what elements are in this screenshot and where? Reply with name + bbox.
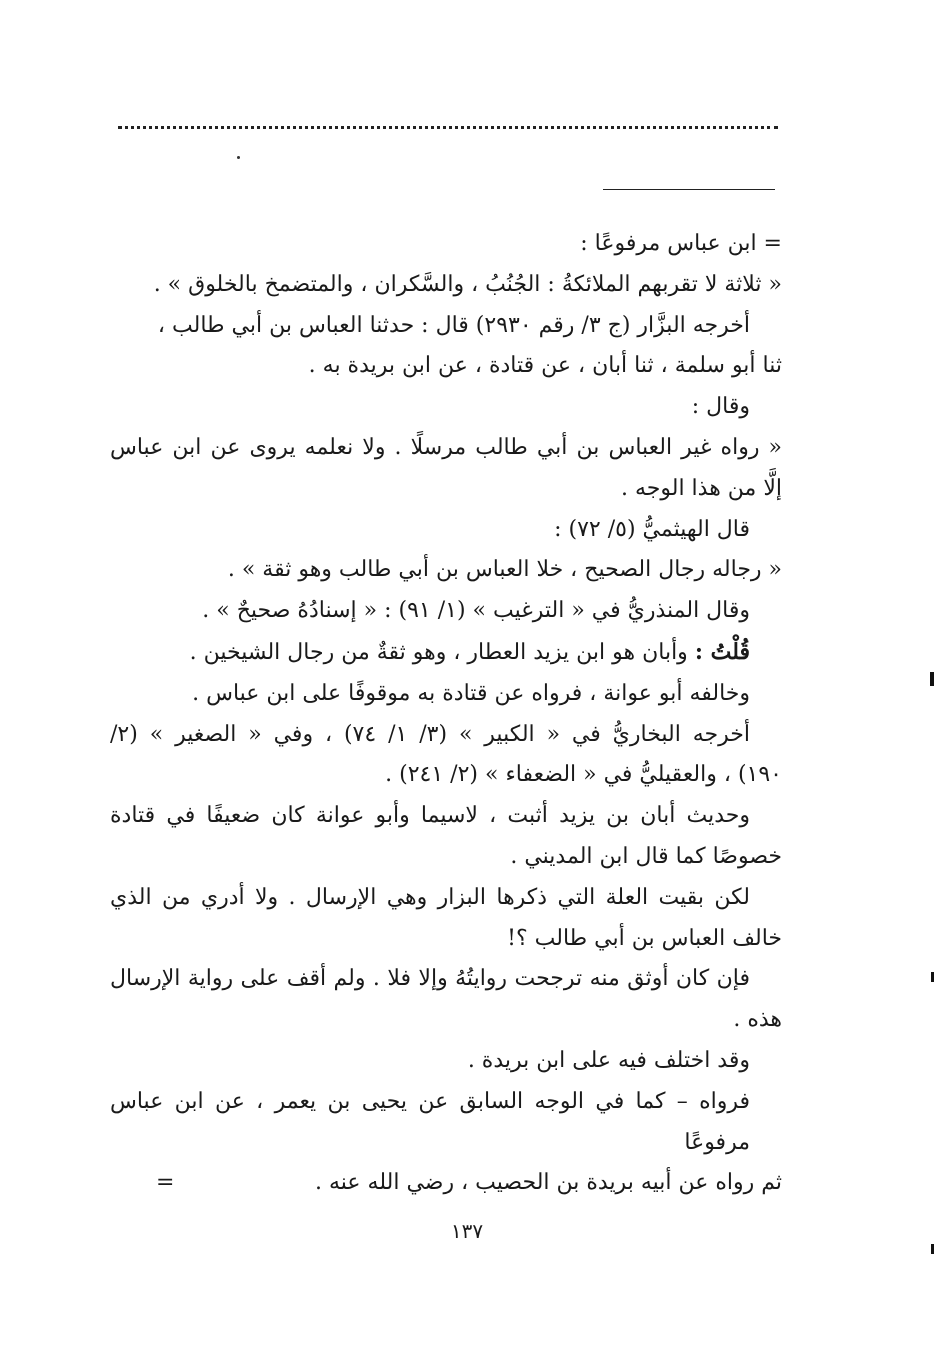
text-line: أخرجه البزَّار (ج ٣/ رقم ٢٩٣٠) قال : حدثنا العباس بن أبي طالب ، [157, 312, 750, 338]
text-line: وخالفه أبو عوانة ، فرواه عن قتادة به موقوفًا على ابن عباس . [192, 680, 750, 706]
text-line [110, 1163, 782, 1204]
text-line [110, 632, 782, 674]
text-line: فإن كان أوثق منه ترجحت روايتُهُ وإلا فلا . ولم أقف على رواية الإرسال [110, 966, 750, 992]
text-line: لكن بقيت العلة التي ذكرها البزار وهي الإرسال . ولا أدري من الذي [110, 884, 750, 910]
text-line: خصوصًا كما قال ابن المديني . [510, 843, 782, 869]
scan-edge-mark [930, 672, 934, 686]
text-line: ثنا أبو سلمة ، ثنا أبان ، عن قتادة ، عن ابن بريدة به . [308, 353, 782, 379]
footnote-text [110, 224, 782, 1204]
text-line: « ثلاثة لا تقربهم الملائكةُ : الجُنُبُ ، والسَّكران ، والمتضمخ بالخلوق » . [153, 271, 782, 297]
text-line: هذه . [733, 1007, 782, 1033]
text-line: قال الهيثميُّ (٥/ ٧٢) : [554, 516, 750, 542]
ink-speck [237, 156, 240, 159]
text-line: فرواه – كما في الوجه السابق عن يحيى بن يعمر ، عن ابن عباس مرفوعًا [110, 1088, 750, 1155]
dotted-separator [118, 126, 778, 129]
qultu-label: قُلْتُ : [694, 638, 750, 665]
text-line-body: ثم رواه عن أبيه بريدة بن الحصيب ، رضي الله عنه . [315, 1170, 782, 1196]
text-line: وحديث أبان بن يزيد أثبت ، لاسيما وأبو عوانة كان ضعيفًا في قتادة [110, 803, 750, 829]
text-line: وقال : [691, 394, 750, 420]
text-line: = ابن عباس مرفوعًا : [580, 231, 782, 256]
text-line: « رجاله رجال الصحيح ، خلا العباس بن أبي طالب وهو ثقة » . [227, 557, 782, 583]
text-line: وقد اختلف فيه على ابن بريدة . [467, 1047, 750, 1073]
text-line: ١٩٠) ، والعقيليُّ في « الضعفاء » (٢/ ٢٤١) . [385, 762, 782, 788]
text-line: خالف العباس بن أبي طالب ؟! [507, 925, 782, 951]
text-line: أخرجه البخاريُّ في « الكبير » (٣/ ١/ ٧٤) ، وفي « الصغير » (٢/ [110, 721, 750, 747]
text-line: إلَّا من هذا الوجه . [621, 475, 782, 501]
continuation-mark: = [156, 1170, 175, 1196]
page-number: ١٣٧ [450, 1219, 484, 1243]
text-line: وقال المنذريُّ في « الترغيب » (١/ ٩١) : « إسنادُهُ صحيحٌ » . [202, 598, 750, 624]
text-line: « رواه غير العباس بن أبي طالب مرسلًا . ولا نعلمه يروى عن ابن عباس [110, 434, 782, 460]
footnote-rule [603, 189, 775, 190]
text-line-body: وأبان هو ابن يزيد العطار ، وهو ثقةٌ من رجال الشيخين . [189, 639, 688, 665]
